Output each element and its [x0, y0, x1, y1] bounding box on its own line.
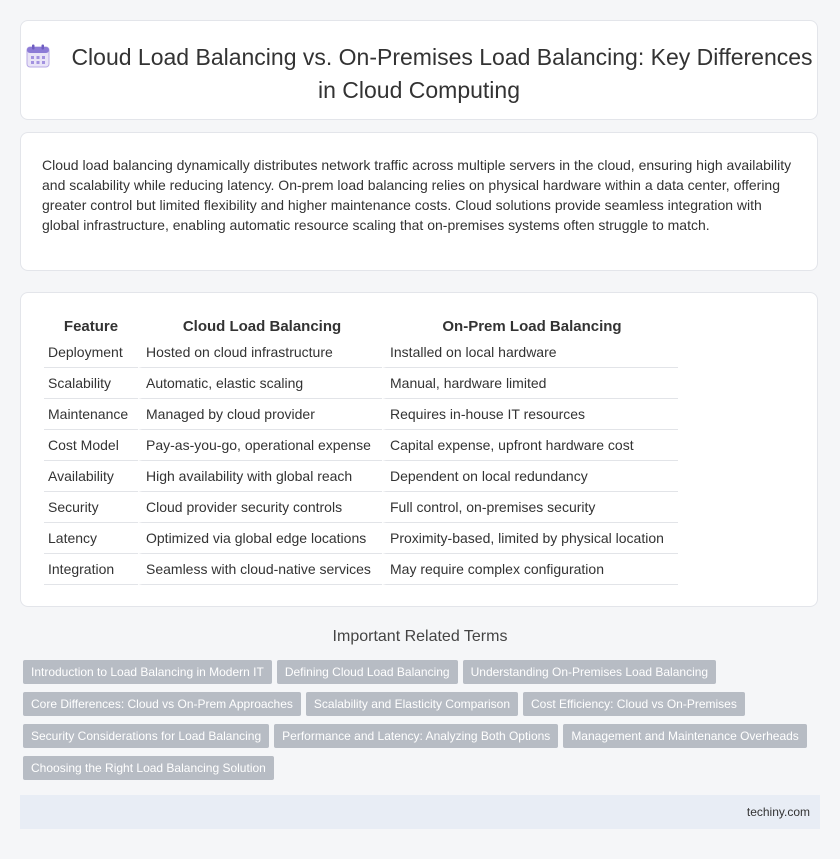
intro-text: Cloud load balancing dynamically distributes network traffic across multiple servers in the cloud, ensuring high availability and scalability while reducing latency. On-prem load balancing relies on physical hardware within a data center, offering greater control but limited flexibility and higher maintenance costs. Cloud solutions provide seamless integration with global infrastructure, enabling automatic resource scaling that on-premises systems often struggle to match. — [42, 157, 792, 233]
table-cell: Manual, hardware limited — [382, 368, 678, 399]
related-term-tag[interactable]: Security Considerations for Load Balancing — [23, 724, 269, 748]
related-term-tag[interactable]: Introduction to Load Balancing in Modern IT — [23, 660, 272, 684]
table-cell: Pay-as-you-go, operational expense — [138, 430, 382, 461]
table-cell: Integration — [44, 554, 138, 585]
related-term-tag[interactable]: Cost Efficiency: Cloud vs On-Premises — [523, 692, 745, 716]
column-header-cloud: Cloud Load Balancing — [138, 315, 382, 337]
related-term-tag[interactable]: Understanding On-Premises Load Balancing — [463, 660, 716, 684]
table-header-row — [44, 315, 678, 337]
table-cell: Full control, on-premises security — [382, 492, 678, 523]
table-cell: Seamless with cloud-native services — [138, 554, 382, 585]
page-title-wrap — [21, 43, 817, 105]
related-term-tag[interactable]: Defining Cloud Load Balancing — [277, 660, 458, 684]
related-term-tag[interactable]: Performance and Latency: Analyzing Both Options — [274, 724, 558, 748]
table-cell: Dependent on local redundancy — [382, 461, 678, 492]
table-cell: Hosted on cloud infrastructure — [138, 337, 382, 368]
table-cell: Cost Model — [44, 430, 138, 461]
table-row — [44, 368, 678, 399]
header-card — [20, 20, 818, 120]
column-header-onprem: On-Prem Load Balancing — [382, 315, 678, 337]
table-cell: Capital expense, upfront hardware cost — [382, 430, 678, 461]
calendar-icon — [25, 43, 51, 76]
table-row — [44, 492, 678, 523]
table-cell: Maintenance — [44, 399, 138, 430]
table-cell: May require complex configuration — [382, 554, 678, 585]
table-cell: Security — [44, 492, 138, 523]
table-cell: Requires in-house IT resources — [382, 399, 678, 430]
table-cell: Installed on local hardware — [382, 337, 678, 368]
table-cell: Cloud provider security controls — [138, 492, 382, 523]
related-term-tag[interactable]: Core Differences: Cloud vs On-Prem Approaches — [23, 692, 301, 716]
table-cell: Optimized via global edge locations — [138, 523, 382, 554]
table-row — [44, 399, 678, 430]
related-terms-title: Important Related Terms — [332, 628, 508, 645]
related-term-tag[interactable]: Choosing the Right Load Balancing Solution — [23, 756, 274, 780]
page-title: Cloud Load Balancing vs. On-Premises Load Balancing: Key Differences in Cloud Computing — [71, 44, 813, 103]
table-row — [44, 430, 678, 461]
related-term-tag[interactable]: Management and Maintenance Overheads — [563, 724, 806, 748]
footer — [20, 795, 820, 829]
table-cell: Scalability — [44, 368, 138, 399]
table-cell: Availability — [44, 461, 138, 492]
table-row — [44, 461, 678, 492]
table-cell: Managed by cloud provider — [138, 399, 382, 430]
table-row — [44, 337, 678, 368]
table-cell: High availability with global reach — [138, 461, 382, 492]
related-term-tag[interactable]: Scalability and Elasticity Comparison — [306, 692, 518, 716]
column-header-feature: Feature — [63, 317, 119, 335]
table-cell: Latency — [44, 523, 138, 554]
table-cell: Automatic, elastic scaling — [138, 368, 382, 399]
footer-brand[interactable]: techiny.com — [746, 805, 810, 819]
table-row — [44, 523, 678, 554]
comparison-table-card — [20, 292, 818, 607]
table-cell: Deployment — [44, 337, 138, 368]
table-row — [44, 554, 678, 585]
comparison-table — [44, 315, 678, 585]
intro-card — [20, 132, 818, 271]
related-terms-list — [23, 660, 823, 788]
table-cell: Proximity-based, limited by physical location — [382, 523, 678, 554]
